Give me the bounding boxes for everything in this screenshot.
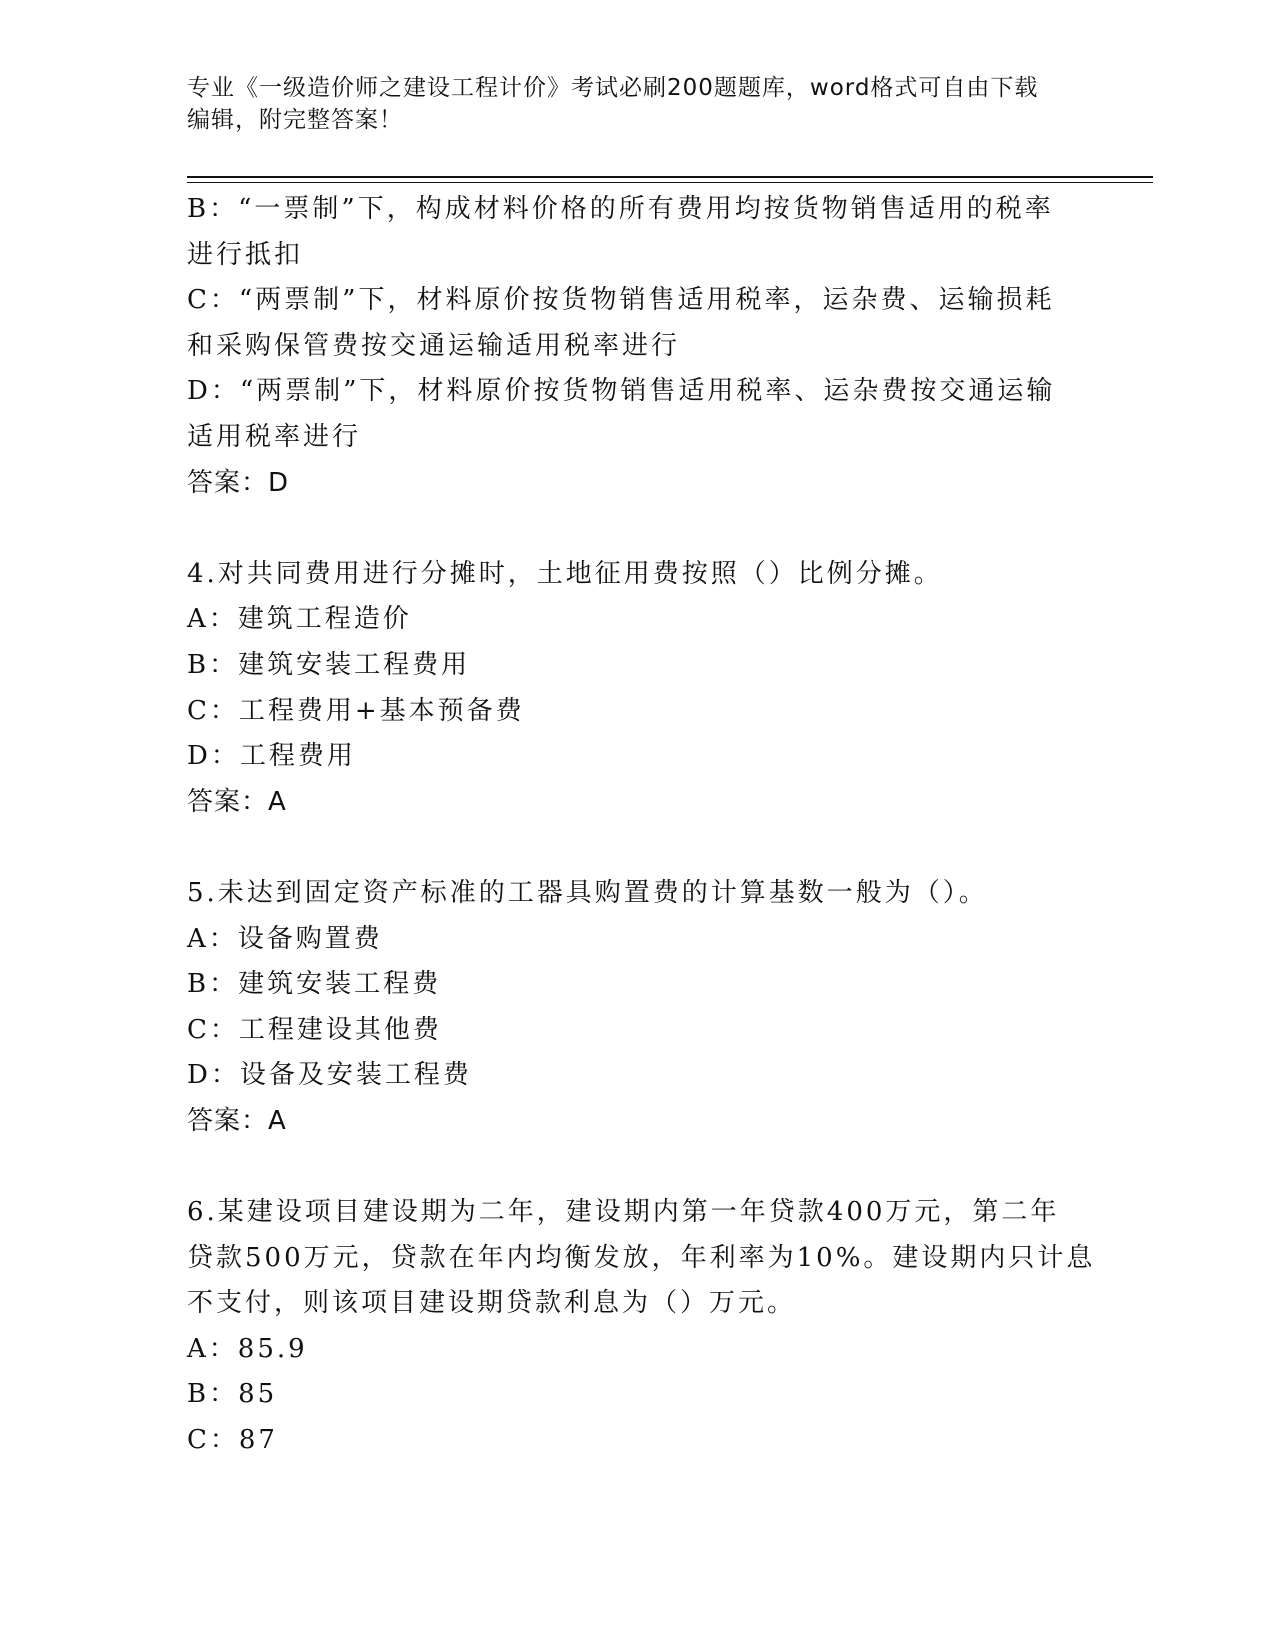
question-3-option-d-line-1: D：“两票制”下，材料原价按货物销售适用税率、运杂费按交通运输 [187, 376, 1056, 407]
spacer [187, 825, 1087, 871]
question-3-options [187, 187, 1087, 506]
spacer [187, 1144, 1087, 1190]
header-line-2: 编辑，附完整答案！ [187, 107, 403, 133]
question-4 [187, 552, 1087, 826]
question-5-option-c: C：工程建设其他费 [187, 1014, 442, 1045]
question-5-option-d: D：设备及安装工程费 [187, 1060, 472, 1091]
question-5-option-a: A：设备购置费 [187, 923, 383, 954]
question-4-text: 4.对共同费用进行分摊时，土地征用费按照（）比例分摊。 [187, 558, 943, 589]
question-6-option-b: B：85 [187, 1379, 278, 1410]
header-line-1: 专业《一级造价师之建设工程计价》考试必刷200题题库，word格式可自由下载 [187, 75, 1039, 101]
question-4-option-d: D：工程费用 [187, 741, 356, 772]
question-6-text-line-3: 不支付，则该项目建设期贷款利息为（）万元。 [187, 1288, 797, 1319]
question-5-option-b: B：建筑安装工程费 [187, 969, 442, 1000]
question-4-option-b: B：建筑安装工程费用 [187, 649, 471, 680]
question-3-option-c-line-2: 和采购保管费按交通运输适用税率进行 [187, 330, 681, 361]
question-6-text-line-1: 6.某建设项目建设期为二年，建设期内第一年贷款400万元，第二年 [187, 1197, 1060, 1228]
spacer [187, 506, 1087, 552]
question-6-text-line-2: 贷款500万元，贷款在年内均衡发放，年利率为10%。建设期内只计息 [187, 1242, 1096, 1273]
question-3-option-c-line-1: C：“两票制”下，材料原价按货物销售适用税率，运杂费、运输损耗 [187, 285, 1055, 316]
question-3-option-b-line-2: 进行抵扣 [187, 239, 304, 270]
question-3-option-d-line-2: 适用税率进行 [187, 421, 362, 452]
header-divider-thin [187, 182, 1153, 183]
question-4-answer: 答案：A [187, 786, 287, 817]
question-5-answer: 答案：A [187, 1105, 287, 1136]
document-body [187, 187, 1096, 1464]
question-5-text: 5.未达到固定资产标准的工器具购置费的计算基数一般为（）。 [187, 877, 988, 908]
header-divider-thick [187, 176, 1153, 178]
question-3-answer: 答案：D [187, 467, 290, 498]
question-5 [187, 871, 1087, 1145]
question-4-option-a: A：建筑工程造价 [187, 604, 412, 635]
question-6-option-c: C：87 [187, 1425, 278, 1456]
question-3-option-b-line-1: B：“一票制”下，构成材料价格的所有费用均按货物销售适用的税率 [187, 194, 1054, 224]
question-4-option-c: C：工程费用+基本预备费 [187, 695, 525, 726]
document-header [187, 72, 1067, 136]
question-6-option-a: A：85.9 [187, 1333, 308, 1364]
question-6 [187, 1190, 1096, 1464]
